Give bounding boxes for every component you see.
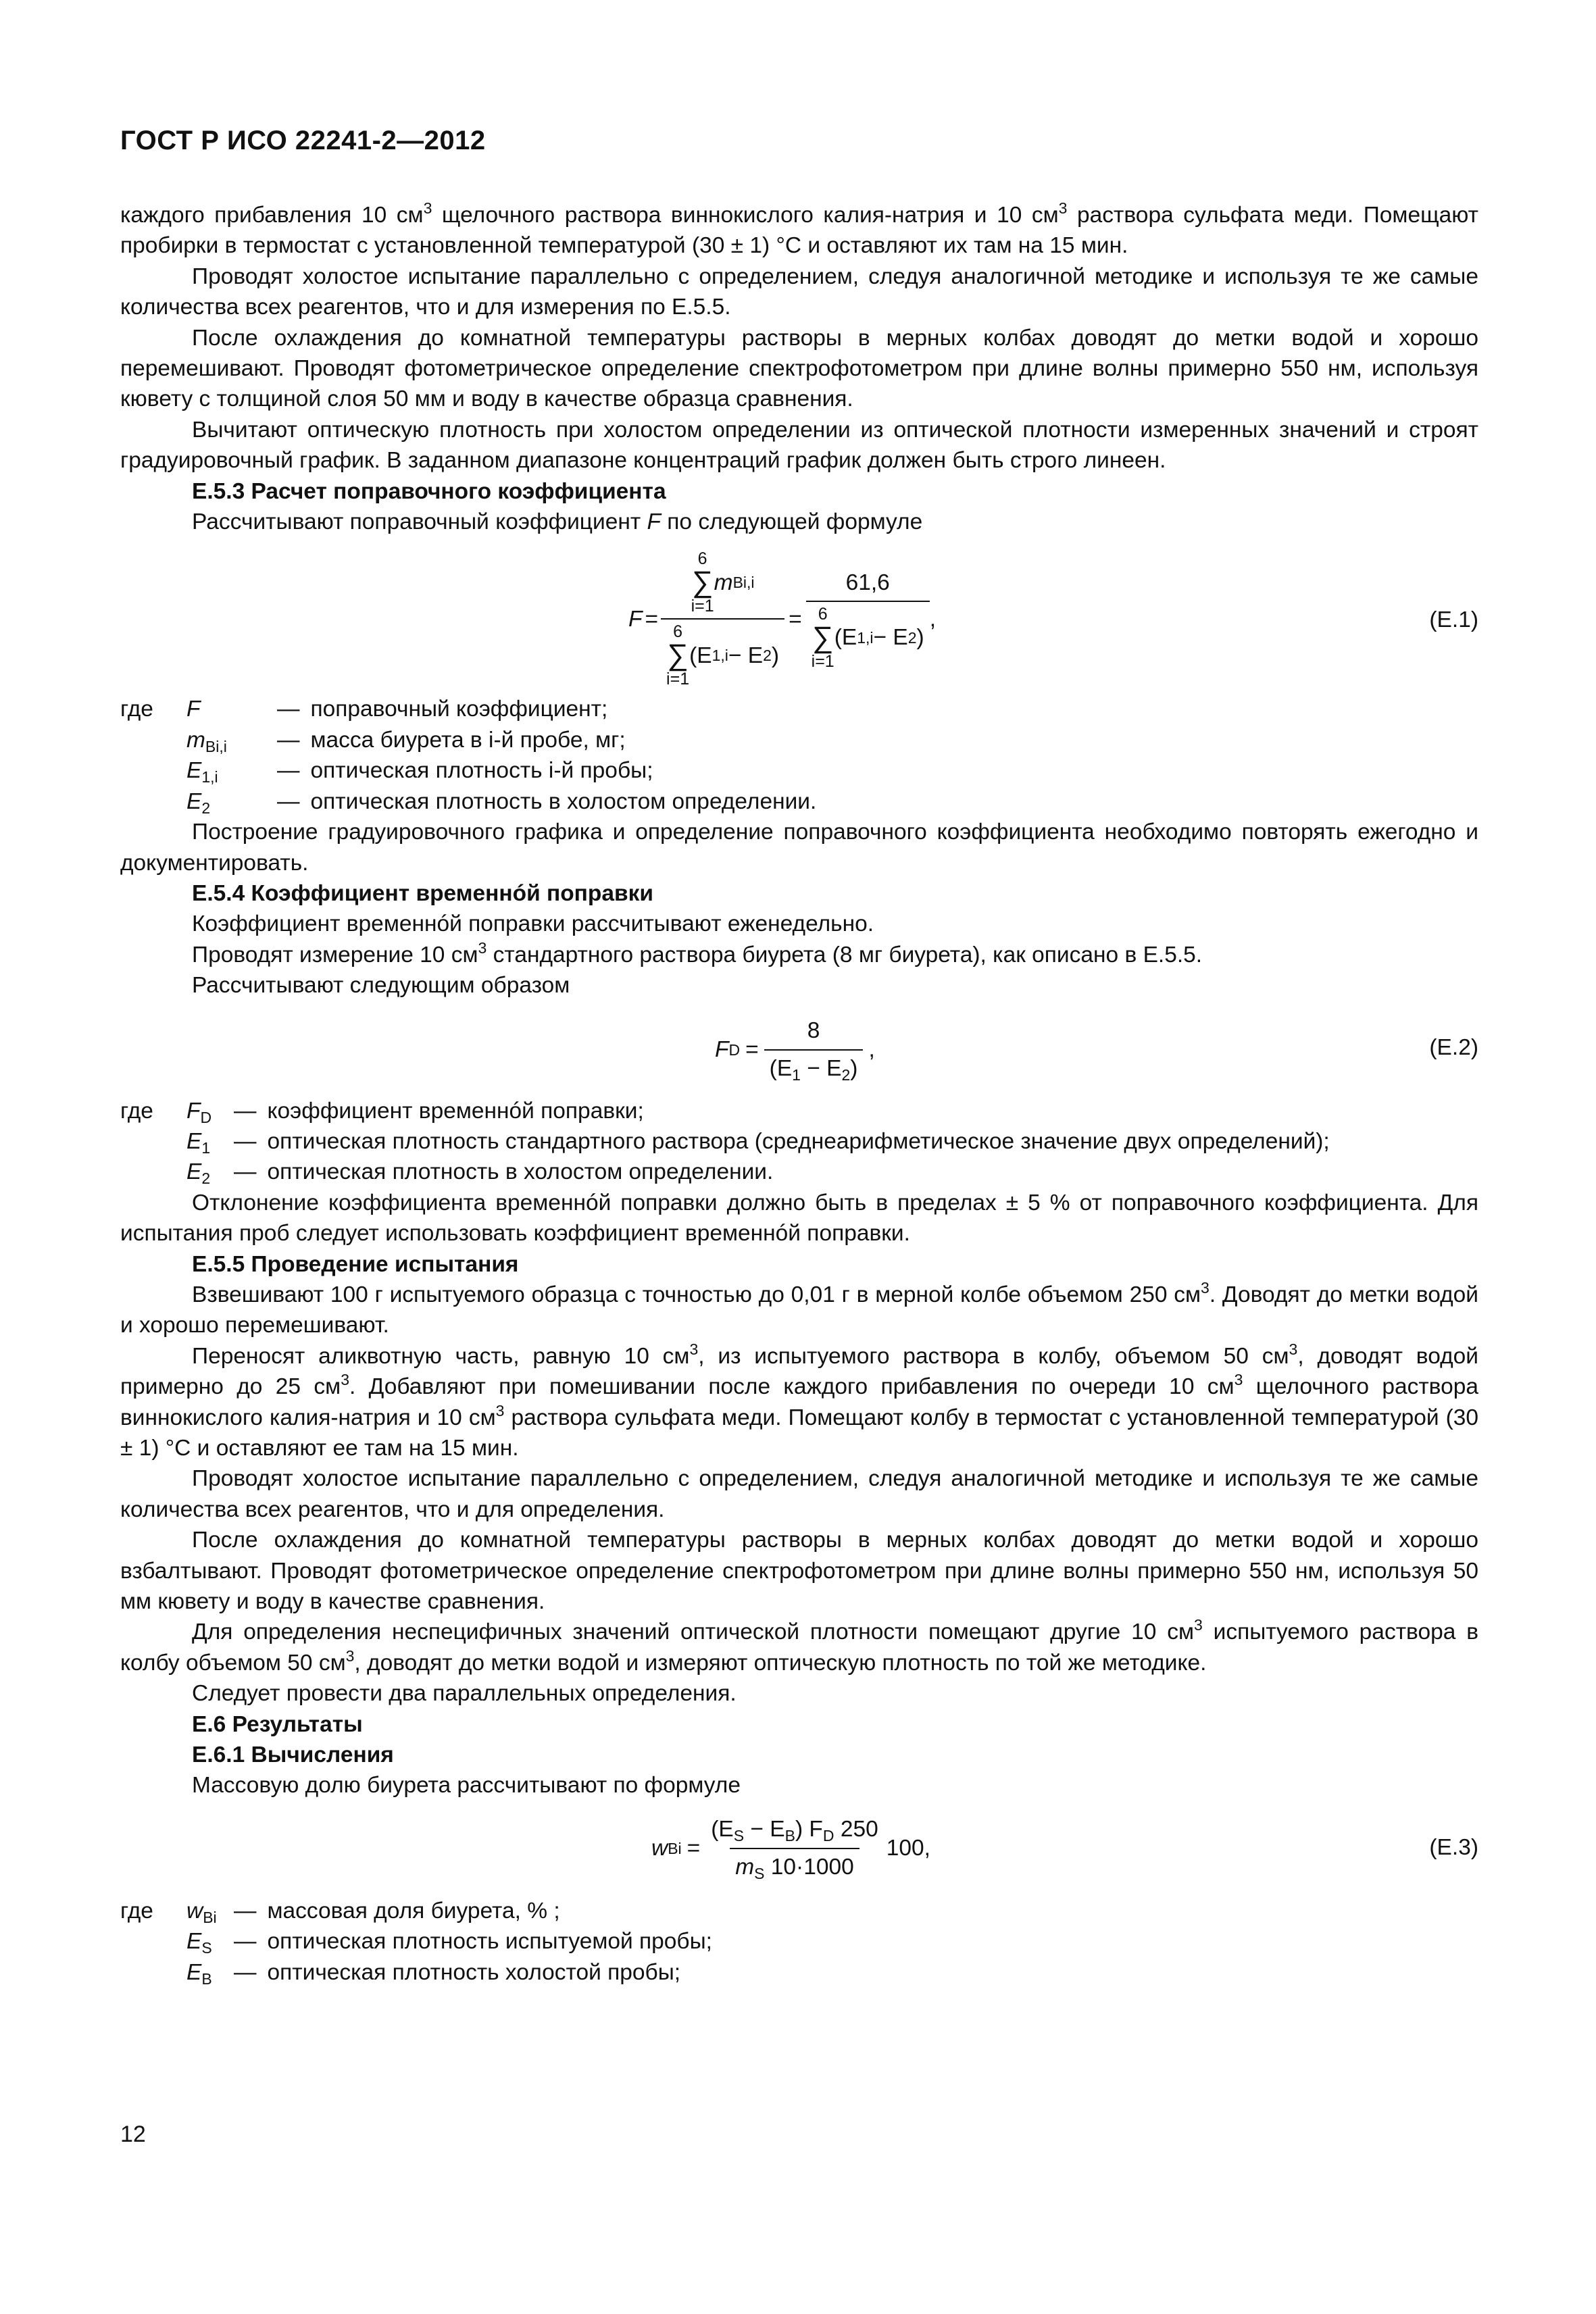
text-run: стандартного раствора биурета (8 мг биурета), как описано в Е.5.5. <box>487 942 1203 967</box>
section-heading: Е.5.3 Расчет поправочного коэффициента <box>192 478 666 504</box>
superscript: 3 <box>495 1401 505 1419</box>
subscript: S <box>201 1939 212 1957</box>
definition-row <box>120 1157 1478 1187</box>
section-heading: Е.5.4 Коэффициент временнóй поправки <box>192 880 653 906</box>
variable: E <box>186 1929 202 1955</box>
paragraph <box>120 1280 1478 1341</box>
equals-sign: = <box>687 1836 701 1861</box>
text-run: каждого прибавления 10 см <box>120 203 424 228</box>
definition-symbol <box>186 1157 234 1187</box>
comma: , <box>868 1036 875 1062</box>
paragraph <box>120 1341 1478 1464</box>
definition-row <box>120 1957 1478 1988</box>
variable: w <box>186 1898 203 1923</box>
paragraph <box>120 507 1478 537</box>
paragraph: Построение градуировочного графика и определение поправочного коэффициента необходимо повторять ежегодно и документировать. <box>120 820 1478 876</box>
em-dash: — <box>277 758 300 784</box>
text-run: ) F <box>795 1817 823 1842</box>
numerator <box>705 1814 883 1847</box>
superscript: 3 <box>345 1646 355 1665</box>
text-run: . Доводят до метки водой и хорошо перемешивают. <box>120 1282 1478 1338</box>
variable: m <box>735 1854 755 1880</box>
summation <box>666 622 689 688</box>
sum-upper-limit: 6 <box>818 605 828 624</box>
definition-symbol <box>186 1926 234 1957</box>
paragraph: После охлаждения до комнатной температуры растворы в мерных колбах доводят до метки водой и хорошо перемешивают. Проводят фотометрическое определение спектрофотометром при длине волны примерно 550 нм, используя кювету с толщиной слоя 50 мм и воду в качестве образца сравнения. <box>120 325 1478 412</box>
variable: E <box>186 1128 202 1154</box>
subscript: 2 <box>841 1065 851 1084</box>
text-run: раствора сульфата меди. Помещают пробирки в термостат с установленной температурой (30 ± 1) °С и оставляют их там на 15 мин. <box>120 203 1478 259</box>
em-dash: — <box>234 1128 257 1154</box>
definition-row <box>120 786 1478 817</box>
text-run: 250 <box>834 1817 878 1842</box>
text-run: Для определения неспецифичных значений оптической плотности помещают другие 10 см <box>192 1619 1195 1645</box>
variable: F <box>715 1036 729 1062</box>
subscript: B <box>201 1969 212 1988</box>
sigma-icon: ∑ <box>691 565 714 599</box>
definition-symbol <box>186 786 277 817</box>
text-run: (E <box>769 1055 793 1081</box>
equals-sign: = <box>745 1036 759 1062</box>
superscript: 3 <box>1289 1340 1298 1358</box>
paragraph: Коэффициент временнóй поправки рассчитывают еженедельно. <box>192 911 874 937</box>
section-heading: Е.5.5 Проведение испытания <box>192 1251 519 1277</box>
text-run: 10·1000 <box>764 1854 854 1880</box>
paragraph <box>120 200 1478 261</box>
definition-lead: где <box>120 1098 153 1124</box>
subscript: 1,i <box>201 768 218 786</box>
definition-text: оптическая плотность в холостом определении. <box>267 1159 774 1185</box>
text-run: ) <box>771 643 780 668</box>
text-run: ) <box>850 1055 858 1081</box>
text-run: . Добавляют при помешивании после каждого прибавления по очереди 10 см <box>349 1374 1235 1400</box>
numerator: 8 <box>807 1018 820 1044</box>
fraction <box>661 549 784 688</box>
variable: E <box>186 1159 202 1185</box>
variable: F <box>186 1098 201 1124</box>
definition-row <box>120 694 1478 724</box>
numerator: 61,6 <box>845 570 890 595</box>
sum-lower-limit: i=1 <box>666 670 690 689</box>
text-run: испытуемого раствора в колбу объемом 50 см <box>120 1619 1478 1676</box>
subscript: Bi,i <box>205 737 227 755</box>
definition-row <box>120 1926 1478 1957</box>
em-dash: — <box>277 727 300 753</box>
text-run: (E <box>834 625 857 651</box>
definition-symbol <box>186 1126 234 1157</box>
sigma-icon: ∑ <box>667 638 689 672</box>
superscript: 3 <box>1234 1371 1243 1389</box>
definition-text: оптическая плотность в холостом определении. <box>310 788 817 814</box>
em-dash: — <box>234 1959 257 1985</box>
equals-sign: = <box>789 606 802 632</box>
variable: w <box>651 1836 668 1861</box>
summation <box>812 605 834 671</box>
definition-list <box>120 1096 1478 1188</box>
formula-number: (Е.2) <box>1429 1034 1478 1060</box>
definition-symbol <box>186 1096 234 1126</box>
formula-number: (Е.1) <box>1429 607 1478 633</box>
equals-sign: = <box>645 606 659 632</box>
text-run: (E <box>711 1817 734 1842</box>
superscript: 3 <box>341 1371 349 1389</box>
numerator: 6 ∑ i=1 m Bi,i <box>691 549 755 616</box>
em-dash: — <box>277 697 300 722</box>
subscript: S <box>733 1827 745 1845</box>
fraction <box>705 1814 883 1882</box>
text-run: , доводят до метки водой и измеряют оптическую плотность по той же методике. <box>354 1650 1207 1676</box>
definition-text: оптическая плотность холостой пробы; <box>267 1959 681 1985</box>
fraction <box>764 1015 864 1084</box>
denominator <box>730 1848 859 1882</box>
variable: E <box>186 788 202 814</box>
formula-e1-body <box>628 541 936 697</box>
formula-e3 <box>120 1801 1478 1896</box>
definition-text: массовая доля биурета, % ; <box>267 1898 560 1923</box>
subscript: 2 <box>201 799 211 817</box>
sum-upper-limit: 6 <box>673 622 683 642</box>
definition-text: оптическая плотность испытуемой пробы; <box>267 1929 712 1955</box>
superscript: 3 <box>1194 1616 1203 1634</box>
paragraph <box>120 940 1478 970</box>
definition-row <box>120 755 1478 786</box>
text-run: Переносят аликвотную часть, равную 10 см <box>192 1343 690 1369</box>
em-dash: — <box>234 1929 257 1955</box>
superscript: 3 <box>1058 199 1068 217</box>
text-run: Рассчитывают поправочный коэффициент <box>192 509 647 535</box>
superscript: 3 <box>1201 1278 1210 1297</box>
variable: m <box>186 727 205 753</box>
paragraph: Массовую долю биурета рассчитывают по формуле <box>192 1773 741 1799</box>
denominator <box>764 1049 864 1084</box>
subscript: B <box>784 1827 795 1845</box>
text-run: щелочного раствора виннокислого калия-натрия и 10 см <box>120 1374 1478 1430</box>
paragraph: После охлаждения до комнатной температуры растворы в мерных колбах доводят до метки водой и хорошо взбалтывают. Проводят фотометрическое определение спектрофотометром при длине волны примерно 550 нм, используя 50 мм кювету и воду в качестве сравнения. <box>120 1528 1478 1615</box>
text-run: , доводят водой примерно до 25 см <box>120 1343 1478 1400</box>
document-header: ГОСТ Р ИСО 22241-2—2012 <box>120 126 486 155</box>
em-dash: — <box>234 1898 257 1923</box>
text-run: , из испытуемого раствора в колбу, объемом 50 см <box>698 1343 1289 1369</box>
section-heading: Е.6 Результаты <box>192 1711 363 1737</box>
definition-row <box>120 1896 1478 1926</box>
definition-text: коэффициент временнóй поправки; <box>267 1098 644 1124</box>
text-run: (E <box>689 643 712 668</box>
em-dash: — <box>234 1159 257 1185</box>
text-run: Проводят измерение 10 см <box>192 942 478 967</box>
superscript: 3 <box>478 938 487 957</box>
definition-lead: где <box>120 1898 153 1923</box>
variable: F <box>647 509 661 535</box>
subscript: Bi <box>203 1908 217 1926</box>
subscript: 2 <box>201 1169 211 1188</box>
variable: E <box>186 1959 202 1985</box>
variable: E <box>186 758 202 784</box>
denominator: 6 ∑ i=1 (E 1,i − E 2 ) <box>661 618 784 688</box>
summation <box>691 549 714 615</box>
definition-text: оптическая плотность стандартного раствора (среднеарифметическое значение двух определений); <box>267 1128 1330 1154</box>
definition-symbol <box>186 1896 234 1926</box>
definition-list <box>120 1896 1478 1988</box>
definition-symbol <box>186 725 277 755</box>
page-body <box>120 200 1478 1988</box>
variable: F <box>186 697 201 722</box>
text-run: Взвешивают 100 г испытуемого образца с точностью до 0,01 г в мерной колбе объемом 250 см <box>192 1282 1201 1307</box>
em-dash: — <box>234 1098 257 1124</box>
subscript: D <box>822 1827 834 1845</box>
formula-e2-body: F D = $\frac{8}{(E_1 - E_2)}$ , <box>715 1016 875 1084</box>
definition-row <box>120 1126 1478 1157</box>
definition-row <box>120 725 1478 755</box>
paragraph: Отклонение коэффициента временнóй поправки должно быть в пределах ± 5 % от поправочного коэффициента. Для испытания проб следует использовать коэффициент временнóй поправки. <box>120 1190 1478 1247</box>
subscript: D <box>200 1108 212 1126</box>
text-run: раствора сульфата меди. Помещают колбу в термостат с установленной температурой (30 ± 1) °С и оставляют ее там на 15 мин. <box>120 1405 1478 1461</box>
formula-e2 <box>120 1001 1478 1096</box>
subscript: 1 <box>201 1138 211 1157</box>
paragraph: Вычитают оптическую плотность при холостом определении из оптической плотности измеренных значений и строят градуировочный график. В заданном диапазоне концентраций график должен быть строго линеен. <box>120 417 1478 474</box>
definition-lead: где <box>120 697 153 722</box>
fraction <box>806 568 930 671</box>
definition-symbol <box>186 755 277 786</box>
sum-lower-limit: i=1 <box>811 652 834 672</box>
sigma-icon: ∑ <box>812 621 834 655</box>
paragraph: Проводят холостое испытание параллельно с определением, следуя аналогичной методике и используя те же самые количества всех реагентов, что и для определения. <box>120 1466 1478 1522</box>
paragraph <box>120 1617 1478 1678</box>
comma: , <box>929 606 936 632</box>
text-run: по следующей формуле <box>660 509 923 535</box>
text-run: − E <box>744 1817 785 1842</box>
formula-e1 <box>120 537 1478 694</box>
text-run: 100, <box>886 1836 930 1861</box>
definition-text: поправочный коэффициент; <box>310 697 608 722</box>
sum-upper-limit: 6 <box>697 549 707 569</box>
subscript: S <box>754 1864 765 1882</box>
subscript: 1 <box>792 1065 801 1084</box>
page-number: 12 <box>120 2121 146 2147</box>
definition-text: масса биурета в i-й пробе, мг; <box>310 727 626 753</box>
text-run: ) <box>916 625 924 651</box>
text-run: − E <box>728 643 764 668</box>
variable: m <box>714 570 733 595</box>
definition-symbol <box>186 1957 234 1988</box>
em-dash: — <box>277 788 300 814</box>
paragraph: Следует провести два параллельных определения. <box>192 1681 737 1707</box>
text-run: − E <box>800 1055 842 1081</box>
formula-number: (Е.3) <box>1429 1834 1478 1860</box>
superscript: 3 <box>423 199 432 217</box>
paragraph: Рассчитывают следующим образом <box>192 973 570 999</box>
variable: F <box>628 606 643 632</box>
formula-e3-body: w Bi = $\frac{(E_S - E_B) F_D 250}{m_S 10\cdot 1000}$ 100, <box>651 1815 930 1882</box>
definition-row <box>120 1096 1478 1126</box>
paragraph: Проводят холостое испытание параллельно с определением, следуя аналогичной методике и используя те же самые количества всех реагентов, что и для измерения по Е.5.5. <box>120 263 1478 320</box>
definition-text: оптическая плотность i-й пробы; <box>310 758 653 784</box>
text-run: щелочного раствора виннокислого калия-натрия и 10 см <box>432 203 1059 228</box>
section-heading: Е.6.1 Вычисления <box>192 1742 394 1768</box>
definition-symbol <box>186 694 277 724</box>
definition-list <box>120 694 1478 817</box>
superscript: 3 <box>689 1340 699 1358</box>
denominator: 6 ∑ i=1 (E 1,i − E 2 ) <box>806 601 930 671</box>
sum-lower-limit: i=1 <box>691 597 714 616</box>
text-run: − E <box>873 625 908 651</box>
